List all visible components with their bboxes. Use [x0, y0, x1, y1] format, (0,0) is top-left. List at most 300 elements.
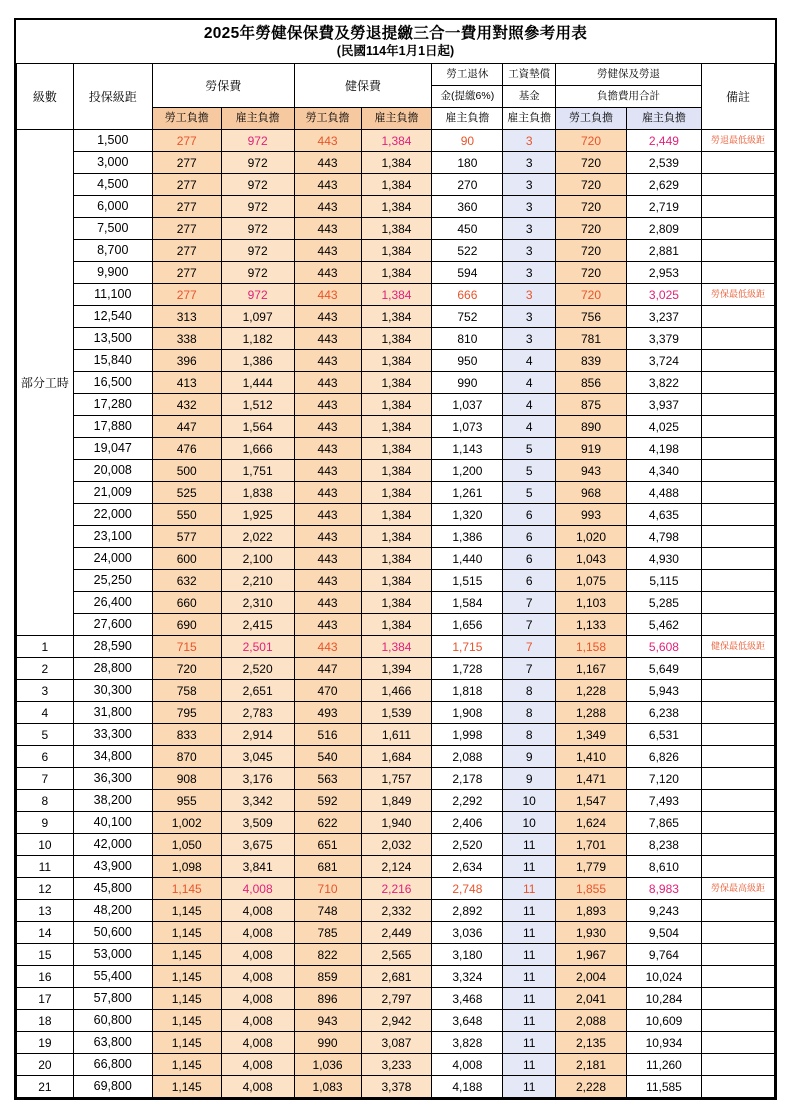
- header-labor-insurance: 勞保費: [152, 64, 294, 108]
- cell-pension-employer: 3,468: [432, 988, 503, 1010]
- cell-labor-employer: 2,415: [221, 614, 294, 636]
- header-health-insurance: 健保費: [294, 64, 432, 108]
- cell-labor-worker: 447: [152, 416, 221, 438]
- cell-total-employer: 3,822: [626, 372, 701, 394]
- cell-wagefund-employer: 10: [503, 790, 556, 812]
- cell-pension-employer: 1,037: [432, 394, 503, 416]
- cell-total-worker: 2,135: [556, 1032, 627, 1054]
- cell-bracket: 40,100: [73, 812, 152, 834]
- cell-wagefund-employer: 10: [503, 812, 556, 834]
- cell-health-worker: 443: [294, 328, 361, 350]
- cell-total-employer: 4,198: [626, 438, 701, 460]
- cell-total-employer: 7,120: [626, 768, 701, 790]
- cell-total-employer: 2,881: [626, 240, 701, 262]
- cell-pension-employer: 1,320: [432, 504, 503, 526]
- header-bracket: 投保級距: [73, 64, 152, 130]
- cell-health-employer: 1,384: [361, 372, 432, 394]
- cell-pension-employer: 752: [432, 306, 503, 328]
- cell-total-worker: 943: [556, 460, 627, 482]
- cell-health-employer: 1,611: [361, 724, 432, 746]
- cell-labor-worker: 396: [152, 350, 221, 372]
- cell-health-employer: 2,332: [361, 900, 432, 922]
- table-row: [17, 900, 775, 922]
- cell-labor-employer: 4,008: [221, 1054, 294, 1076]
- header-grade: 級數: [17, 64, 74, 130]
- cell-note: [701, 944, 774, 966]
- cell-labor-worker: 1,145: [152, 966, 221, 988]
- cell-note: [701, 900, 774, 922]
- cell-wagefund-employer: 11: [503, 922, 556, 944]
- table-row: [17, 394, 775, 416]
- table-row: [17, 438, 775, 460]
- cell-total-employer: 3,237: [626, 306, 701, 328]
- cell-total-employer: 2,719: [626, 196, 701, 218]
- cell-total-employer: 2,809: [626, 218, 701, 240]
- cell-total-worker: 1,133: [556, 614, 627, 636]
- cell-health-worker: 443: [294, 218, 361, 240]
- cell-health-employer: 1,384: [361, 152, 432, 174]
- cell-total-employer: 2,539: [626, 152, 701, 174]
- cell-labor-worker: 660: [152, 592, 221, 614]
- table-row: [17, 240, 775, 262]
- cell-labor-employer: 1,564: [221, 416, 294, 438]
- cell-total-worker: 1,624: [556, 812, 627, 834]
- cell-labor-employer: 3,045: [221, 746, 294, 768]
- cell-bracket: 25,250: [73, 570, 152, 592]
- cell-labor-employer: 2,501: [221, 636, 294, 658]
- cell-grade: 4: [17, 702, 74, 724]
- cell-note: [701, 438, 774, 460]
- cell-labor-employer: 1,925: [221, 504, 294, 526]
- cell-health-worker: 443: [294, 504, 361, 526]
- cell-health-worker: 859: [294, 966, 361, 988]
- cell-bracket: 50,600: [73, 922, 152, 944]
- cell-labor-employer: 1,182: [221, 328, 294, 350]
- subheader-total-worker: 勞工負擔: [556, 108, 627, 130]
- cell-health-employer: 1,384: [361, 262, 432, 284]
- cell-labor-employer: 3,675: [221, 834, 294, 856]
- cell-total-worker: 890: [556, 416, 627, 438]
- cell-wagefund-employer: 6: [503, 548, 556, 570]
- cell-total-worker: 839: [556, 350, 627, 372]
- cell-grade: 18: [17, 1010, 74, 1032]
- cell-bracket: 36,300: [73, 768, 152, 790]
- cell-pension-employer: 1,584: [432, 592, 503, 614]
- cell-note: [701, 460, 774, 482]
- cell-labor-employer: 3,509: [221, 812, 294, 834]
- cell-labor-employer: 2,210: [221, 570, 294, 592]
- cell-health-employer: 1,394: [361, 658, 432, 680]
- table-row: [17, 306, 775, 328]
- cell-labor-employer: 1,838: [221, 482, 294, 504]
- cell-grade: 15: [17, 944, 74, 966]
- cell-labor-worker: 795: [152, 702, 221, 724]
- cell-bracket: 9,900: [73, 262, 152, 284]
- cell-note: [701, 680, 774, 702]
- cell-note: [701, 746, 774, 768]
- cell-pension-employer: 1,261: [432, 482, 503, 504]
- table-row: [17, 328, 775, 350]
- cell-health-employer: 1,539: [361, 702, 432, 724]
- cell-bracket: 30,300: [73, 680, 152, 702]
- cell-wagefund-employer: 9: [503, 768, 556, 790]
- table-row: [17, 284, 775, 306]
- cell-note: [701, 240, 774, 262]
- cell-note: [701, 1054, 774, 1076]
- cell-labor-worker: 1,145: [152, 922, 221, 944]
- cell-bracket: 22,000: [73, 504, 152, 526]
- cell-labor-worker: 277: [152, 262, 221, 284]
- cell-grade: 13: [17, 900, 74, 922]
- cell-labor-worker: 1,002: [152, 812, 221, 834]
- cell-health-employer: 2,565: [361, 944, 432, 966]
- cell-health-employer: 2,797: [361, 988, 432, 1010]
- cell-health-employer: 2,032: [361, 834, 432, 856]
- cell-bracket: 1,500: [73, 130, 152, 152]
- cell-note: [701, 196, 774, 218]
- cell-health-employer: 1,384: [361, 328, 432, 350]
- cell-pension-employer: 3,180: [432, 944, 503, 966]
- table-row: [17, 152, 775, 174]
- cell-bracket: 28,800: [73, 658, 152, 680]
- cell-note: [701, 262, 774, 284]
- cell-total-employer: 2,953: [626, 262, 701, 284]
- cell-labor-employer: 4,008: [221, 966, 294, 988]
- cell-wagefund-employer: 3: [503, 196, 556, 218]
- cell-total-employer: 4,488: [626, 482, 701, 504]
- cell-health-employer: 1,684: [361, 746, 432, 768]
- cell-total-worker: 1,547: [556, 790, 627, 812]
- cell-note: [701, 724, 774, 746]
- cell-bracket: 45,800: [73, 878, 152, 900]
- cell-total-employer: 2,449: [626, 130, 701, 152]
- cell-bracket: 31,800: [73, 702, 152, 724]
- cell-bracket: 43,900: [73, 856, 152, 878]
- note-text: 勞保最高級距: [710, 883, 765, 894]
- table-frame: [14, 18, 777, 1100]
- cell-bracket: 8,700: [73, 240, 152, 262]
- cell-health-employer: 3,378: [361, 1076, 432, 1098]
- header-pension-line2: 金(提繳6%): [432, 86, 503, 108]
- cell-labor-employer: 1,386: [221, 350, 294, 372]
- cell-labor-employer: 1,512: [221, 394, 294, 416]
- cell-wagefund-employer: 11: [503, 988, 556, 1010]
- cell-wagefund-employer: 7: [503, 592, 556, 614]
- cell-health-worker: 651: [294, 834, 361, 856]
- cell-total-employer: 5,115: [626, 570, 701, 592]
- cell-total-worker: 720: [556, 218, 627, 240]
- cell-note: [701, 548, 774, 570]
- cell-pension-employer: 360: [432, 196, 503, 218]
- cell-health-employer: 1,466: [361, 680, 432, 702]
- cell-note: [701, 790, 774, 812]
- cell-bracket: 21,009: [73, 482, 152, 504]
- table-row: [17, 218, 775, 240]
- cell-health-worker: 443: [294, 284, 361, 306]
- cell-bracket: 55,400: [73, 966, 152, 988]
- cell-total-worker: 993: [556, 504, 627, 526]
- cell-wagefund-employer: 3: [503, 130, 556, 152]
- cell-health-worker: 443: [294, 262, 361, 284]
- cell-labor-employer: 972: [221, 174, 294, 196]
- cell-total-worker: 756: [556, 306, 627, 328]
- table-row: [17, 988, 775, 1010]
- cell-labor-employer: 972: [221, 196, 294, 218]
- table-row: [17, 350, 775, 372]
- table-row: [17, 702, 775, 724]
- cell-pension-employer: 2,748: [432, 878, 503, 900]
- table-row: [17, 570, 775, 592]
- table-row: [17, 416, 775, 438]
- cell-health-employer: 1,384: [361, 284, 432, 306]
- table-row: [17, 922, 775, 944]
- cell-wagefund-employer: 11: [503, 834, 556, 856]
- cell-total-employer: 9,504: [626, 922, 701, 944]
- header-wagefund-line1: 工資墊償: [503, 64, 556, 86]
- subheader-wagefund-employer: 雇主負擔: [503, 108, 556, 130]
- cell-bracket: 17,880: [73, 416, 152, 438]
- cell-labor-employer: 4,008: [221, 1010, 294, 1032]
- cell-pension-employer: 2,520: [432, 834, 503, 856]
- cell-wagefund-employer: 5: [503, 460, 556, 482]
- title-line-2: (民國114年1月1日起): [336, 44, 455, 59]
- cell-health-worker: 785: [294, 922, 361, 944]
- cell-pension-employer: 1,998: [432, 724, 503, 746]
- cell-pension-employer: 3,036: [432, 922, 503, 944]
- cell-pension-employer: 270: [432, 174, 503, 196]
- table-row: [17, 372, 775, 394]
- cell-wagefund-employer: 3: [503, 240, 556, 262]
- cell-total-worker: 1,779: [556, 856, 627, 878]
- cell-bracket: 48,200: [73, 900, 152, 922]
- cell-total-employer: 4,930: [626, 548, 701, 570]
- cell-total-worker: 781: [556, 328, 627, 350]
- cell-total-employer: 5,649: [626, 658, 701, 680]
- cell-labor-employer: 3,841: [221, 856, 294, 878]
- cell-pension-employer: 1,200: [432, 460, 503, 482]
- cell-note: [701, 966, 774, 988]
- table-row: [17, 680, 775, 702]
- cell-pension-employer: 1,440: [432, 548, 503, 570]
- table-row: [17, 592, 775, 614]
- cell-total-employer: 8,238: [626, 834, 701, 856]
- cell-labor-worker: 1,145: [152, 878, 221, 900]
- table-row: [17, 878, 775, 900]
- cell-health-worker: 443: [294, 350, 361, 372]
- cell-pension-employer: 990: [432, 372, 503, 394]
- cell-total-employer: 11,585: [626, 1076, 701, 1098]
- cell-bracket: 27,600: [73, 614, 152, 636]
- cell-total-worker: 1,043: [556, 548, 627, 570]
- cell-note: [701, 416, 774, 438]
- cell-total-worker: 1,930: [556, 922, 627, 944]
- cell-total-employer: 10,609: [626, 1010, 701, 1032]
- cell-total-worker: 2,041: [556, 988, 627, 1010]
- table-row: [17, 768, 775, 790]
- subheader-total-employer: 雇主負擔: [626, 108, 701, 130]
- cell-health-employer: 1,384: [361, 438, 432, 460]
- cell-health-worker: 443: [294, 614, 361, 636]
- title-line-1: 2025年勞健保保費及勞退提繳三合一費用對照參考用表: [203, 25, 588, 42]
- table-row: [17, 966, 775, 988]
- cell-total-worker: 1,701: [556, 834, 627, 856]
- cell-health-worker: 443: [294, 394, 361, 416]
- cell-note: [701, 614, 774, 636]
- cell-pension-employer: 1,515: [432, 570, 503, 592]
- cell-total-employer: 4,635: [626, 504, 701, 526]
- cell-health-employer: 1,384: [361, 570, 432, 592]
- table-row: [17, 944, 775, 966]
- cell-labor-worker: 870: [152, 746, 221, 768]
- cell-health-worker: 443: [294, 130, 361, 152]
- cell-grade: 14: [17, 922, 74, 944]
- cell-note: [701, 878, 774, 900]
- cell-total-worker: 1,893: [556, 900, 627, 922]
- cell-note: [701, 526, 774, 548]
- cell-pension-employer: 1,073: [432, 416, 503, 438]
- cell-note: [701, 636, 774, 658]
- cell-total-worker: 1,020: [556, 526, 627, 548]
- cell-total-worker: 2,181: [556, 1054, 627, 1076]
- cell-wagefund-employer: 3: [503, 328, 556, 350]
- cell-bracket: 11,100: [73, 284, 152, 306]
- cell-health-worker: 443: [294, 570, 361, 592]
- cell-pension-employer: 1,656: [432, 614, 503, 636]
- cell-note: [701, 328, 774, 350]
- cell-labor-employer: 1,097: [221, 306, 294, 328]
- cell-wagefund-employer: 4: [503, 416, 556, 438]
- cell-wagefund-employer: 11: [503, 944, 556, 966]
- table-row: [17, 1076, 775, 1098]
- cell-health-employer: 1,384: [361, 218, 432, 240]
- cell-bracket: 24,000: [73, 548, 152, 570]
- cell-grade: 12: [17, 878, 74, 900]
- table-row: [17, 790, 775, 812]
- cell-note: [701, 922, 774, 944]
- cell-pension-employer: 1,728: [432, 658, 503, 680]
- cell-health-worker: 822: [294, 944, 361, 966]
- cell-labor-worker: 550: [152, 504, 221, 526]
- cell-total-worker: 919: [556, 438, 627, 460]
- cell-labor-employer: 2,914: [221, 724, 294, 746]
- note-text: 勞退最低級距: [710, 135, 765, 146]
- cell-grade: 10: [17, 834, 74, 856]
- cell-grade: 19: [17, 1032, 74, 1054]
- cell-grade: 20: [17, 1054, 74, 1076]
- cell-pension-employer: 450: [432, 218, 503, 240]
- cell-total-employer: 3,937: [626, 394, 701, 416]
- cell-pension-employer: 522: [432, 240, 503, 262]
- cell-total-worker: 720: [556, 152, 627, 174]
- header-total-line1: 勞健保及勞退: [556, 64, 702, 86]
- cell-wagefund-employer: 3: [503, 306, 556, 328]
- cell-pension-employer: 2,088: [432, 746, 503, 768]
- cell-labor-employer: 2,783: [221, 702, 294, 724]
- cell-labor-employer: 4,008: [221, 922, 294, 944]
- cell-labor-worker: 338: [152, 328, 221, 350]
- cell-note: [701, 812, 774, 834]
- cell-labor-worker: 758: [152, 680, 221, 702]
- cell-health-worker: 1,083: [294, 1076, 361, 1098]
- cell-health-worker: 443: [294, 526, 361, 548]
- cell-pension-employer: 2,634: [432, 856, 503, 878]
- cell-pension-employer: 594: [432, 262, 503, 284]
- cell-labor-employer: 972: [221, 130, 294, 152]
- cell-total-employer: 5,462: [626, 614, 701, 636]
- cell-labor-worker: 1,098: [152, 856, 221, 878]
- table-row: [17, 746, 775, 768]
- cell-bracket: 19,047: [73, 438, 152, 460]
- cell-bracket: 63,800: [73, 1032, 152, 1054]
- cell-note: [701, 1076, 774, 1098]
- cell-grade: 7: [17, 768, 74, 790]
- cell-wagefund-employer: 3: [503, 218, 556, 240]
- cell-wagefund-employer: 4: [503, 394, 556, 416]
- cell-grade: 17: [17, 988, 74, 1010]
- table-row: [17, 460, 775, 482]
- cell-health-employer: 1,384: [361, 614, 432, 636]
- cell-total-worker: 875: [556, 394, 627, 416]
- cell-wagefund-employer: 6: [503, 504, 556, 526]
- cell-labor-employer: 4,008: [221, 988, 294, 1010]
- cell-health-worker: 443: [294, 306, 361, 328]
- cell-total-worker: 1,167: [556, 658, 627, 680]
- cell-health-employer: 1,384: [361, 130, 432, 152]
- cell-total-employer: 4,798: [626, 526, 701, 548]
- cell-health-employer: 1,384: [361, 504, 432, 526]
- cell-grade: 9: [17, 812, 74, 834]
- cell-total-worker: 1,471: [556, 768, 627, 790]
- cell-labor-worker: 955: [152, 790, 221, 812]
- cell-total-worker: 2,004: [556, 966, 627, 988]
- cell-pension-employer: 666: [432, 284, 503, 306]
- cell-health-employer: 1,940: [361, 812, 432, 834]
- cell-wagefund-employer: 7: [503, 614, 556, 636]
- cell-total-employer: 3,379: [626, 328, 701, 350]
- cell-bracket: 34,800: [73, 746, 152, 768]
- cell-labor-employer: 972: [221, 262, 294, 284]
- cell-total-employer: 10,284: [626, 988, 701, 1010]
- table-row: [17, 504, 775, 526]
- cell-health-worker: 443: [294, 548, 361, 570]
- cell-health-employer: 1,849: [361, 790, 432, 812]
- table-row: [17, 658, 775, 680]
- cell-bracket: 69,800: [73, 1076, 152, 1098]
- cell-total-worker: 1,075: [556, 570, 627, 592]
- cell-note: [701, 592, 774, 614]
- cell-total-worker: 856: [556, 372, 627, 394]
- cell-labor-worker: 1,145: [152, 944, 221, 966]
- cell-labor-employer: 972: [221, 152, 294, 174]
- cell-pension-employer: 2,292: [432, 790, 503, 812]
- cell-health-employer: 1,384: [361, 636, 432, 658]
- cell-note: [701, 834, 774, 856]
- cell-total-worker: 1,288: [556, 702, 627, 724]
- cell-bracket: 53,000: [73, 944, 152, 966]
- cell-wagefund-employer: 11: [503, 1054, 556, 1076]
- cell-labor-employer: 3,176: [221, 768, 294, 790]
- cell-pension-employer: 1,143: [432, 438, 503, 460]
- cell-health-worker: 540: [294, 746, 361, 768]
- cell-health-worker: 493: [294, 702, 361, 724]
- cell-bracket: 13,500: [73, 328, 152, 350]
- cell-bracket: 17,280: [73, 394, 152, 416]
- cell-total-worker: 720: [556, 130, 627, 152]
- cell-health-worker: 443: [294, 636, 361, 658]
- cell-health-worker: 443: [294, 416, 361, 438]
- cell-health-worker: 710: [294, 878, 361, 900]
- cell-wagefund-employer: 6: [503, 570, 556, 592]
